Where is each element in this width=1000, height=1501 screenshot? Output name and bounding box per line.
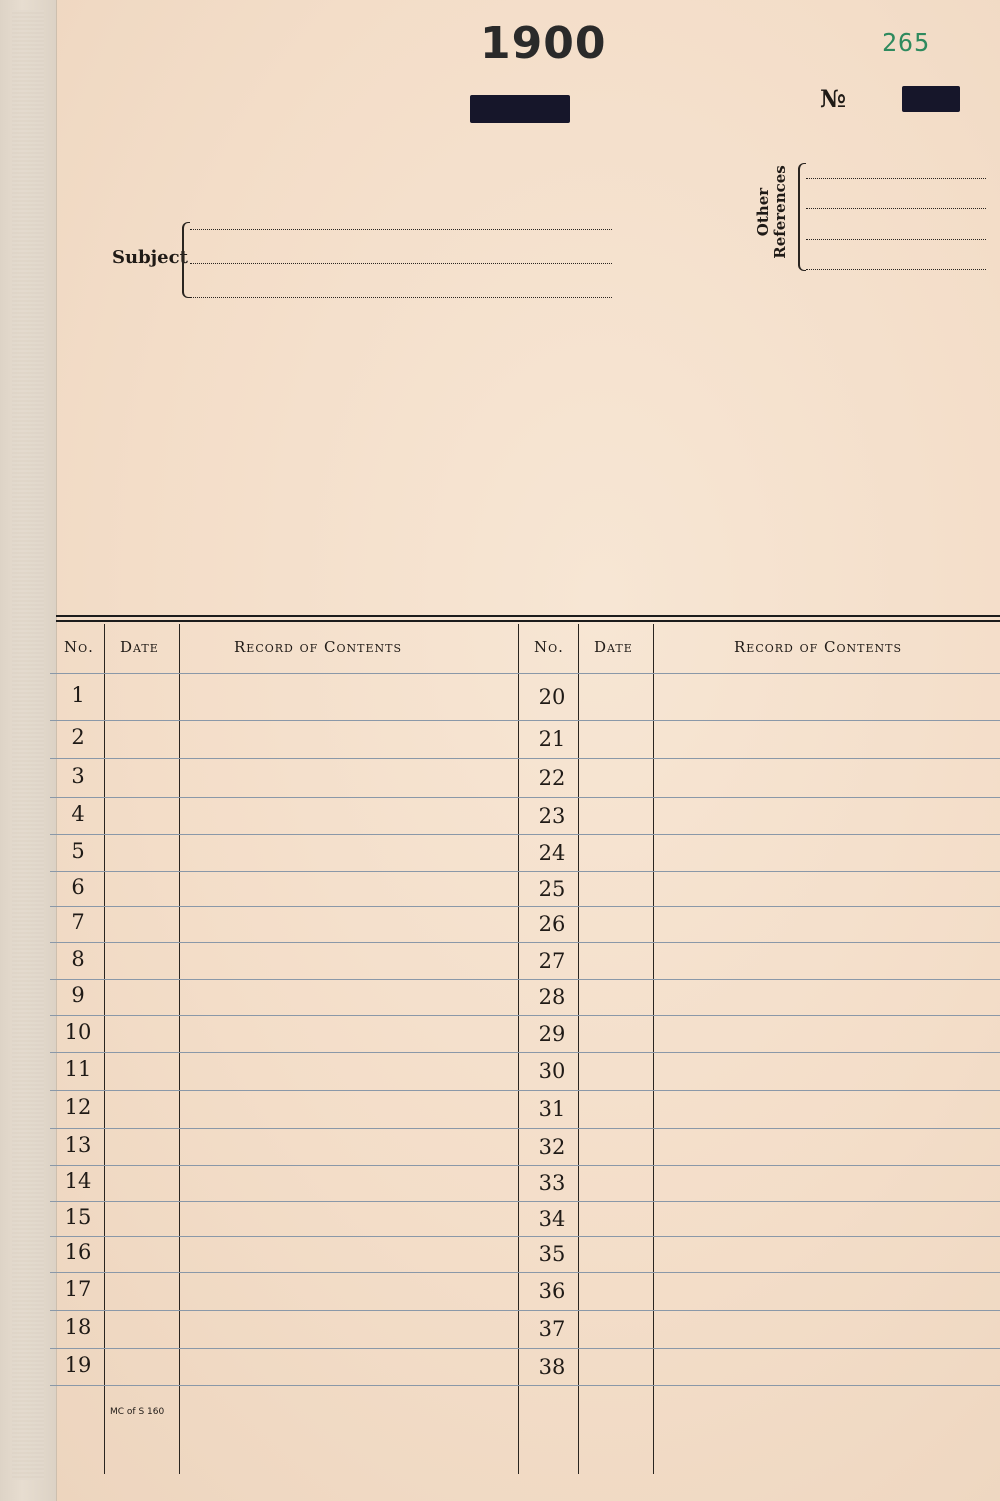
row-number-left: 9 — [71, 983, 85, 1007]
row-rule — [50, 1015, 1000, 1016]
other-references-line1: Other — [754, 187, 772, 237]
other-references-brace — [798, 163, 806, 271]
row-number-left: 5 — [71, 838, 85, 863]
row-number-right: 20 — [538, 684, 566, 709]
column-divider-4 — [578, 624, 579, 1474]
row-number-right: 29 — [538, 1021, 566, 1046]
other-ref-line-4 — [806, 269, 986, 270]
other-ref-line-1 — [806, 178, 986, 179]
row-rule — [50, 906, 1000, 907]
spine-texture — [12, 10, 44, 1480]
row-number-right: 21 — [538, 727, 566, 751]
row-number-left: 19 — [64, 1352, 92, 1377]
row-number-right: 28 — [538, 985, 566, 1009]
number-label: № — [820, 84, 847, 113]
row-rule — [50, 1090, 1000, 1091]
row-rule — [50, 720, 1000, 721]
redaction-block-number — [902, 86, 960, 112]
header-no-left: No. — [64, 638, 94, 656]
row-number-right: 24 — [538, 840, 566, 865]
row-number-left: 12 — [64, 1095, 92, 1119]
subject-line-2 — [190, 263, 612, 264]
column-divider-1 — [104, 624, 105, 1474]
table-top-rule-2 — [56, 620, 1000, 622]
row-number-right: 27 — [538, 948, 566, 973]
header-record-left: Record of Contents — [234, 638, 403, 656]
binding-spine — [0, 0, 57, 1501]
subject-brace — [182, 222, 190, 298]
row-number-left: 1 — [71, 682, 85, 707]
row-rule — [50, 979, 1000, 980]
row-rule — [50, 1272, 1000, 1273]
row-number-left: 3 — [71, 763, 85, 788]
row-number-left: 18 — [64, 1315, 92, 1339]
row-number-right: 32 — [538, 1134, 566, 1159]
subject-line-1 — [190, 229, 612, 230]
stamp-number: 265 — [882, 28, 931, 57]
row-number-left: 17 — [64, 1277, 92, 1301]
row-number-left: 6 — [71, 874, 85, 899]
form-code: MC of S 160 — [110, 1407, 165, 1417]
row-number-right: 36 — [538, 1279, 566, 1303]
row-number-right: 35 — [538, 1242, 566, 1266]
row-number-right: 37 — [538, 1317, 566, 1341]
row-number-right: 25 — [538, 876, 566, 901]
row-rule — [50, 758, 1000, 759]
row-number-left: 13 — [64, 1132, 92, 1157]
row-rule — [50, 871, 1000, 872]
header-record-right: Record of Contents — [734, 638, 903, 656]
other-ref-line-2 — [806, 208, 986, 209]
other-ref-line-3 — [806, 239, 986, 240]
row-rule — [50, 834, 1000, 835]
row-rule — [50, 1201, 1000, 1202]
other-references-label — [755, 162, 789, 262]
other-references-line2: References — [771, 165, 789, 259]
subject-label: Subject — [112, 247, 188, 268]
row-rule — [50, 1165, 1000, 1166]
row-rule — [50, 673, 1000, 674]
year-heading: 1900 — [480, 18, 607, 69]
row-rule — [50, 1385, 1000, 1386]
row-number-left: 2 — [71, 725, 85, 749]
table-top-rule-1 — [56, 615, 1000, 617]
row-number-left: 11 — [64, 1057, 92, 1081]
row-number-left: 7 — [71, 910, 85, 934]
row-number-left: 4 — [71, 801, 85, 826]
header-no-right: No. — [534, 638, 564, 656]
row-number-right: 22 — [538, 765, 566, 790]
row-number-left: 8 — [71, 946, 85, 971]
row-rule — [50, 1310, 1000, 1311]
row-number-right: 23 — [538, 803, 566, 828]
row-rule — [50, 1052, 1000, 1053]
row-number-right: 26 — [538, 912, 566, 936]
column-divider-2 — [179, 624, 180, 1474]
header-date-left: Date — [120, 638, 159, 656]
subject-line-3 — [190, 297, 612, 298]
row-number-right: 30 — [538, 1059, 566, 1083]
row-number-right: 33 — [538, 1171, 566, 1195]
row-rule — [50, 1128, 1000, 1129]
row-rule — [50, 942, 1000, 943]
row-number-left: 15 — [64, 1204, 92, 1229]
row-number-right: 34 — [538, 1206, 566, 1231]
row-number-left: 14 — [64, 1169, 92, 1193]
header-date-right: Date — [594, 638, 633, 656]
row-number-left: 16 — [64, 1240, 92, 1264]
row-rule — [50, 1236, 1000, 1237]
column-divider-3 — [518, 624, 519, 1474]
row-number-right: 38 — [538, 1354, 566, 1379]
redaction-block-top — [470, 95, 570, 123]
column-divider-5 — [653, 624, 654, 1474]
row-number-left: 10 — [64, 1019, 92, 1044]
row-number-right: 31 — [538, 1097, 566, 1121]
row-rule — [50, 797, 1000, 798]
row-rule — [50, 1348, 1000, 1349]
